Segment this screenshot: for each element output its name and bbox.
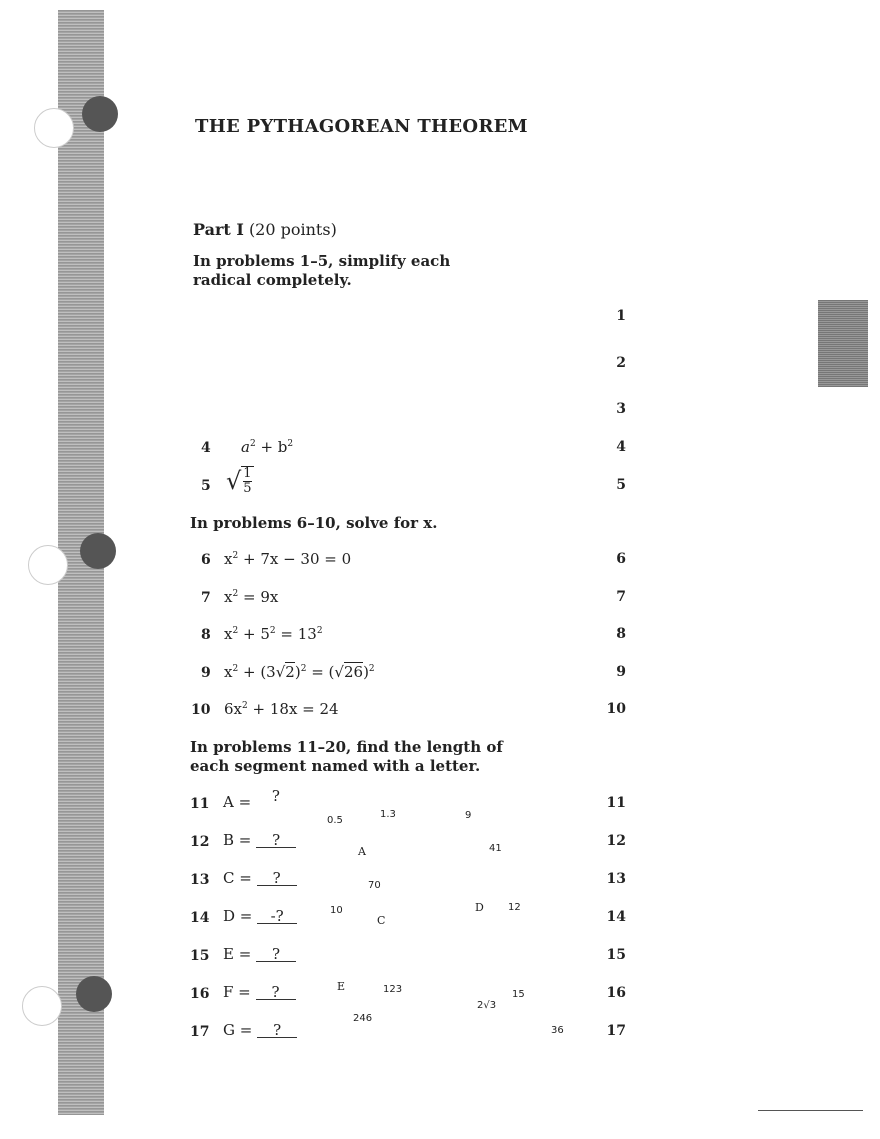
figure-label: 0.5 [327, 815, 343, 826]
figure-label: 12 [508, 902, 521, 913]
problem-number: 11 [190, 796, 210, 812]
numerator: 1 [243, 466, 252, 481]
answer-blank[interactable]: ? [256, 833, 296, 848]
figure-label: D [475, 901, 484, 914]
segment-label: C = [223, 869, 252, 887]
expr-part: ) [294, 663, 301, 681]
part-points: (20 points) [248, 220, 337, 239]
answer-blank[interactable]: ? [257, 1023, 297, 1038]
problem-expression: $x^2 = 9x$ [224, 588, 279, 606]
answer-number: 14 [606, 909, 626, 925]
problem-number: 8 [201, 627, 211, 643]
problem-number: 5 [201, 478, 211, 494]
problem-number: 7 [201, 590, 211, 606]
expr-part: + 18x = 24 [252, 700, 339, 718]
expr-part: 26 [343, 663, 364, 681]
figure-label: 70 [368, 880, 381, 891]
figure-label: 36 [551, 1025, 564, 1036]
problem-number: 16 [190, 986, 210, 1002]
answer-number: 7 [616, 589, 626, 605]
segment-answer [223, 983, 296, 1001]
instruction: In problems 11–20, find the length of each segment named with a letter. [190, 738, 503, 775]
figure-label: C [377, 914, 386, 927]
problem-expression: $a^2 + b^2$ [241, 438, 294, 456]
figure-label: 123 [383, 984, 403, 995]
expr-part: 6x [224, 700, 243, 718]
problem-number: 9 [201, 665, 211, 681]
answer-number: 13 [606, 871, 626, 887]
answer-number: 3 [616, 401, 626, 417]
expr-part: a [241, 438, 250, 456]
answer-number: 1 [616, 308, 626, 324]
expr-part: + b [260, 438, 288, 456]
figure-label: 246 [353, 1013, 373, 1024]
expr-part: + 7x − 30 = 0 [242, 550, 352, 568]
segment-answer [223, 831, 296, 849]
figure-label: 2√3 [477, 1000, 497, 1011]
problem-number: 6 [201, 552, 211, 568]
binder-hole [34, 108, 74, 148]
binder-hole [76, 976, 112, 1012]
problem-number: 10 [191, 702, 211, 718]
answer-number: 12 [606, 833, 626, 849]
answer-blank[interactable]: ? [256, 947, 296, 962]
expr-part: 2 [285, 663, 295, 681]
problem-number: 4 [201, 440, 211, 456]
expr-part: = 13 [280, 625, 317, 643]
instruction: In problems 6–10, solve for x. [190, 514, 438, 532]
answer-number: 17 [606, 1023, 626, 1039]
binder-hole [22, 986, 62, 1026]
answer-blank[interactable]: ? [257, 871, 297, 886]
figure-label: 15 [512, 989, 525, 1000]
problem-number: 12 [190, 834, 210, 850]
answer-number: 15 [606, 947, 626, 963]
figure-label: 9 [465, 810, 472, 821]
expr-part: = 9x [242, 588, 279, 606]
binder-hole [28, 545, 68, 585]
segment-label: E = [223, 945, 252, 963]
segment-answer [223, 787, 296, 811]
binder-hole [80, 533, 116, 569]
answer-number: 5 [616, 477, 626, 493]
answer-number: 4 [616, 439, 626, 455]
figure-label: 10 [330, 905, 343, 916]
problem-number: 17 [190, 1024, 210, 1040]
answer-number: 8 [616, 626, 626, 642]
figure-label: A [358, 845, 366, 858]
page-tab-mark [818, 300, 868, 387]
answer-blank[interactable]: ? [256, 985, 296, 1000]
page-edge-line [758, 1110, 863, 1111]
expr-part: = ( [311, 663, 335, 681]
segment-answer [223, 945, 296, 963]
expr-part: + 5 [242, 625, 270, 643]
problem-number: 13 [190, 872, 210, 888]
segment-label: D = [223, 907, 253, 925]
segment-label: B = [223, 831, 252, 849]
answer-number: 16 [606, 985, 626, 1001]
denominator: 5 [243, 481, 252, 496]
figure-label: 41 [489, 843, 502, 854]
page-title: THE PYTHAGOREAN THEOREM [195, 116, 528, 137]
figure-label: 1.3 [380, 809, 396, 820]
part-label: Part I [193, 220, 244, 239]
problem-expression: $6x^2 + 18x = 24$ [224, 700, 339, 718]
problem-number: 15 [190, 948, 210, 964]
instruction: In problems 1–5, simplify each radical completely. [193, 252, 451, 289]
answer-number: 9 [616, 664, 626, 680]
segment-label: G = [223, 1021, 253, 1039]
answer-number: 11 [606, 795, 626, 811]
problem-expression: √ $\frac{1}{5}$ [226, 466, 252, 496]
answer-number: 2 [616, 355, 626, 371]
figure-label: E [337, 980, 346, 993]
segment-label: F = [223, 983, 251, 1001]
segment-label: A = [223, 793, 252, 811]
expr-part: + (3 [242, 663, 276, 681]
problem-number: 14 [190, 910, 210, 926]
problem-expression: $x^2 + 5^2 = 13^2$ [224, 625, 323, 643]
binder-hole [82, 96, 118, 132]
expr-part: ) [363, 663, 369, 681]
answer-blank[interactable]: -? [257, 909, 297, 924]
problem-expression: $x^2 + (3√2)^2 = (√26)^2$ [224, 663, 375, 681]
segment-answer [223, 869, 297, 887]
problem-expression: $x^2 + 7x - 30 = 0$ [224, 550, 352, 568]
answer-blank[interactable]: ? [271, 787, 280, 805]
segment-answer [223, 1021, 297, 1039]
answer-number: 6 [616, 551, 626, 567]
segment-answer [223, 907, 297, 925]
answer-number: 10 [606, 701, 626, 717]
part-heading [193, 220, 337, 239]
